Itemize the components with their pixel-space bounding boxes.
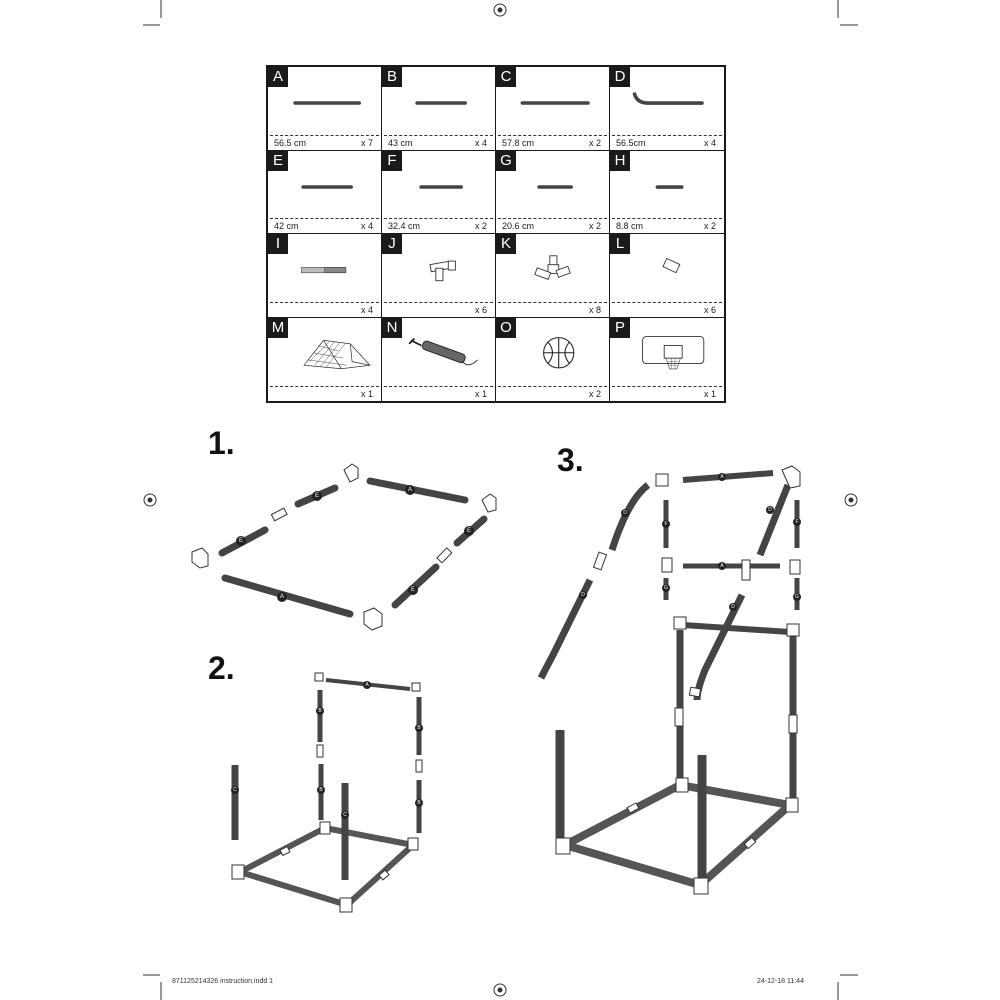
part-size: 43 cm: [388, 137, 413, 148]
part-size: 20.6 cm: [502, 221, 535, 231]
part-size: 42 cm: [274, 221, 299, 231]
part-letter: D: [610, 67, 630, 87]
part-size: 8.8 cm: [616, 221, 644, 231]
label-f-2: F: [795, 519, 799, 525]
part-quantity: x 2: [588, 389, 601, 399]
part-letter: P: [610, 318, 630, 338]
part-quantity: x 7: [360, 137, 373, 148]
part-quantity: x 2: [474, 221, 487, 231]
step-3-number: 3.: [557, 442, 584, 478]
part-letter: F: [382, 151, 402, 171]
part-size: 56.5cm: [616, 137, 646, 148]
part-quantity: x 1: [703, 389, 716, 399]
part-letter: C: [496, 67, 516, 87]
part-letter: I: [268, 234, 288, 254]
part-quantity: x 6: [474, 304, 487, 315]
footer-timestamp: 24-12-18 11:44: [757, 978, 804, 985]
part-letter: N: [382, 318, 402, 338]
part-quantity: x 2: [703, 221, 716, 231]
part-letter: B: [382, 67, 402, 87]
label-b-2: B: [319, 787, 323, 793]
part-quantity: x 4: [360, 221, 373, 231]
part-size: 56.5 cm: [274, 137, 307, 148]
part-quantity: x 8: [588, 304, 601, 315]
step-2-number: 2.: [208, 650, 235, 686]
label-a-5: A: [720, 563, 724, 569]
part-quantity: x 2: [588, 137, 601, 148]
step-1-number: 1.: [208, 425, 235, 461]
label-c-2: C: [343, 812, 347, 818]
part-letter: M: [268, 318, 288, 338]
label-c-1: C: [233, 787, 237, 793]
label-e-1: E: [314, 493, 320, 499]
part-quantity: x 4: [360, 304, 373, 315]
footer-file-name: 871125214326 instruction.indd 1: [172, 978, 274, 985]
part-letter: O: [496, 318, 516, 338]
part-quantity: x 1: [474, 389, 487, 399]
label-a-3: A: [365, 682, 369, 688]
label-d-1: D: [623, 510, 627, 516]
label-a-4: A: [720, 474, 724, 480]
part-letter: J: [382, 234, 402, 254]
part-letter: L: [610, 234, 630, 254]
part-size: 57.8 cm: [502, 137, 535, 148]
part-size: 32.4 cm: [388, 221, 421, 231]
label-e-4: E: [410, 587, 416, 593]
label-a-2: A: [279, 594, 285, 600]
label-b-3: B: [417, 725, 421, 731]
part-letter: A: [268, 67, 288, 87]
part-quantity: x 4: [474, 137, 487, 148]
part-letter: H: [610, 151, 630, 171]
label-f-1: F: [664, 521, 668, 527]
part-quantity: x 4: [703, 137, 716, 148]
label-b-4: B: [417, 800, 421, 806]
label-d-4: D: [731, 604, 735, 610]
part-letter: K: [496, 234, 516, 254]
label-a-1: A: [407, 487, 413, 493]
part-letter: G: [496, 151, 516, 171]
part-quantity: x 1: [360, 389, 373, 399]
label-e-3: E: [466, 528, 472, 534]
part-letter: E: [268, 151, 288, 171]
part-quantity: x 2: [588, 221, 601, 231]
label-b-1: B: [318, 708, 322, 714]
label-d-2: D: [581, 592, 585, 598]
label-g-2: G: [795, 594, 799, 600]
label-d-3: D: [768, 507, 772, 513]
part-quantity: x 6: [703, 304, 716, 315]
label-e-2: E: [238, 538, 244, 544]
label-g-1: G: [664, 585, 668, 591]
